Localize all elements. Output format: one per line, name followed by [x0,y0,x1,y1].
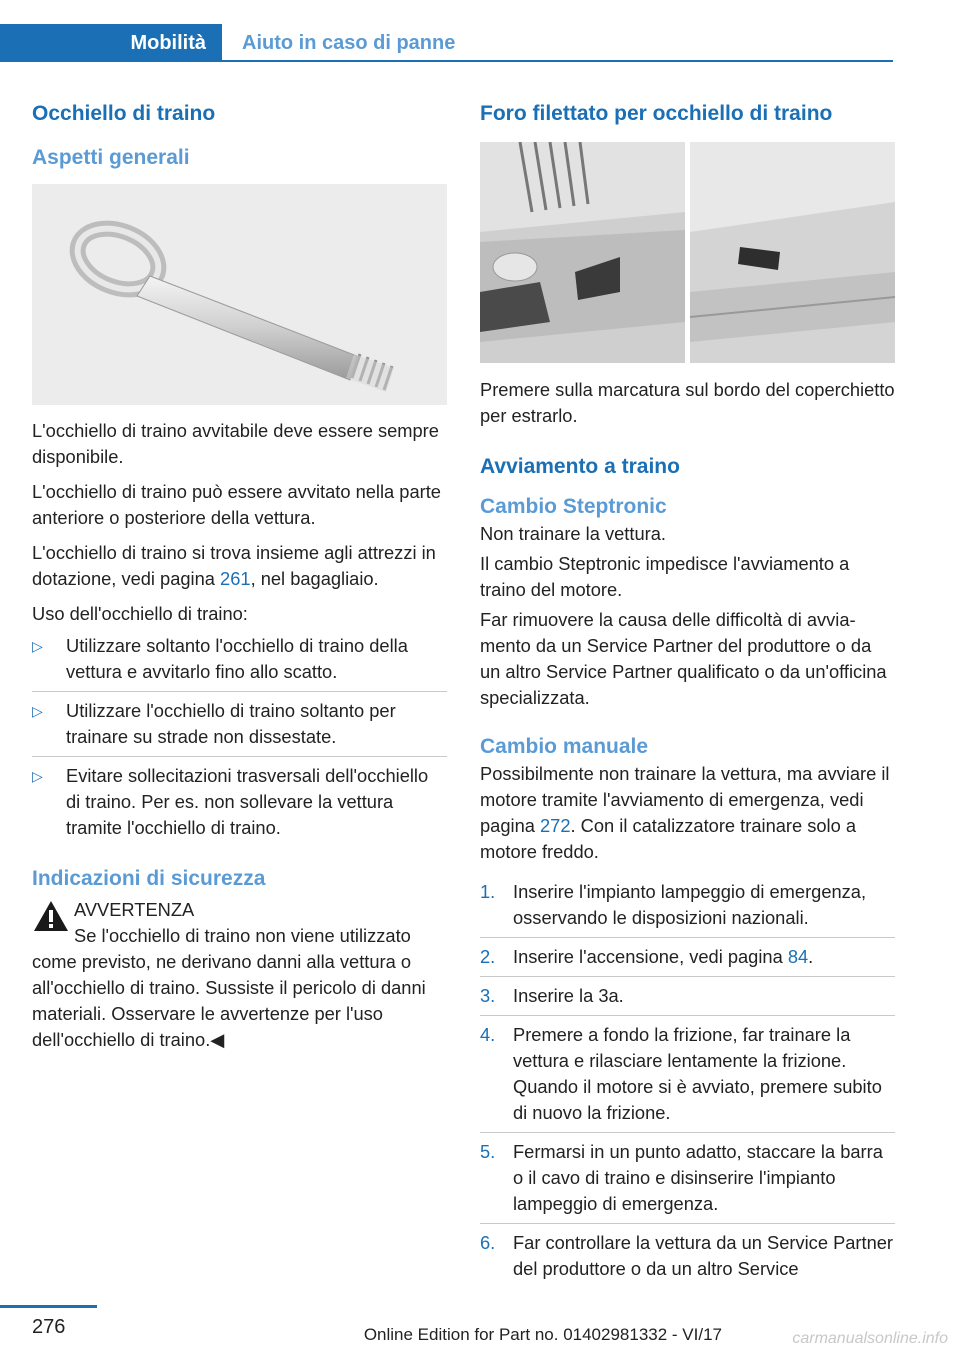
heading-tow-start: Avviamento a traino [480,455,680,478]
text: , nel bagagliaio. [250,568,379,589]
paragraph-cover: Premere sulla marcatura sul bordo del coperchietto per estrarlo. [480,379,895,426]
text: Possibilmente non trainare la vettura, ma avviare il motore tramite l'avviamento di emergenza, vedi pagina [480,763,890,836]
text: L'occhiello di traino si trova insieme agli attrezzi in dotazione, vedi pagina [32,542,436,589]
triangle-bullet-icon: ▷ [32,638,43,654]
paragraph-no-tow: Non trainare la vettura. [480,523,666,544]
list-item [480,983,895,1016]
heading-tow-eye: Occhiello di traino [32,102,216,125]
watermark: carmanualsonline.info [792,1330,948,1347]
list-item-text: Utilizzare soltanto l'occhiello di traino della vettura e avvitarlo fino allo scatto. [66,635,408,682]
step-number: 2. [480,946,496,967]
header-rule [222,60,893,62]
usage-list [32,633,447,847]
paragraph-mounting: L'occhiello di traino può essere avvitato nella parte anteriore o posteriore della vettura. [32,481,441,528]
step-number: 1. [480,881,496,902]
list-item [480,1230,895,1288]
step-text: Premere a fondo la frizione, far trainare la vettura e rilasciare lentamente la frizione. Quando il motore si è avviato, premere subito di nuovo la frizione. [513,1024,882,1123]
warning-box [32,897,447,1053]
paragraph-location [32,540,447,592]
warning-title: AVVERTENZA [74,899,195,920]
heading-general: Aspetti generali [32,146,190,169]
tow-steps-list [480,879,895,1288]
page-number: 276 [32,1316,66,1338]
page-link-84[interactable]: 84 [787,946,809,967]
heading-manual: Cambio manuale [480,735,649,758]
text: . Con il catalizzatore trainare solo a motore freddo. [480,815,857,862]
step-number: 5. [480,1141,496,1162]
paragraph-manual [480,761,895,865]
paragraph-service: Far rimuovere la causa delle difficoltà di avviamento da un Service Partner del produttore o da un altro Service Partner qualificato o da un'officina specializzata. [480,609,887,708]
tow-eye-image [32,184,447,405]
page-header [0,24,893,62]
list-item [32,763,447,847]
heading-thread-hole: Foro filettato per occhiello di traino [480,102,833,125]
paragraph-availability: L'occhiello di traino avvitabile deve essere sempre disponibile. [32,420,439,467]
chapter-tab[interactable]: Aiuto in caso di panne [242,32,456,54]
section-tab[interactable]: Mobilità [0,24,222,62]
heading-steptronic: Cambio Steptronic [480,495,667,518]
list-item [480,1139,895,1224]
right-column [480,100,895,1294]
left-column [32,100,447,1053]
list-item [480,1022,895,1133]
list-item [32,698,447,757]
heading-safety: Indicazioni di sicurezza [32,867,266,890]
page-link-261[interactable]: 261 [220,568,251,589]
bumper-image [480,142,895,363]
paragraph-usage: Uso dell'occhiello di traino: [32,603,248,624]
list-item [32,633,447,692]
step-number: 4. [480,1024,496,1045]
step-text: Inserire l'impianto lampeggio di emergenza, osservando le disposizioni nazionali. [513,881,867,928]
step-text: Far controllare la vettura da un Service Partner del produttore o da un altro Service [513,1232,894,1279]
step-text: . [808,946,814,967]
warning-text: Se l'occhiello di traino non viene utilizzato come previsto, ne derivano danni alla vettura o all'occhiello di traino. Sussiste il pericolo di danni materiali. Osservare le avvertenze per l'uso dell'occhiello di traino.◀ [32,925,426,1050]
list-item-text: Utilizzare l'occhiello di traino soltanto per trainare su strade non dissestate. [66,700,396,747]
list-item-text: Evitare sollecitazioni trasversali dell'occhiello di traino. Per es. non sollevare la vettura tramite l'occhiello di traino. [66,765,429,838]
step-text: Inserire l'accensione, vedi pagina [513,946,788,967]
triangle-bullet-icon: ▷ [32,768,43,784]
triangle-bullet-icon: ▷ [32,703,43,719]
step-text: Inserire la 3a. [513,985,624,1006]
step-text: Fermarsi in un punto adatto, staccare la barra o il cavo di traino e disinserire l'impianto lampeggio di emergenza. [513,1141,883,1214]
list-item [480,944,895,977]
list-item [480,879,895,938]
warning-icon [32,899,70,940]
page-link-272[interactable]: 272 [539,815,571,836]
footer-rule [0,1305,97,1308]
edition-text: Online Edition for Part no. 01402981332 - VI/17 [363,1325,722,1344]
step-number: 6. [480,1232,496,1253]
paragraph-steptronic-block: Il cambio Steptronic impedisce l'avviamento a traino del motore. [480,553,850,600]
step-number: 3. [480,985,496,1006]
